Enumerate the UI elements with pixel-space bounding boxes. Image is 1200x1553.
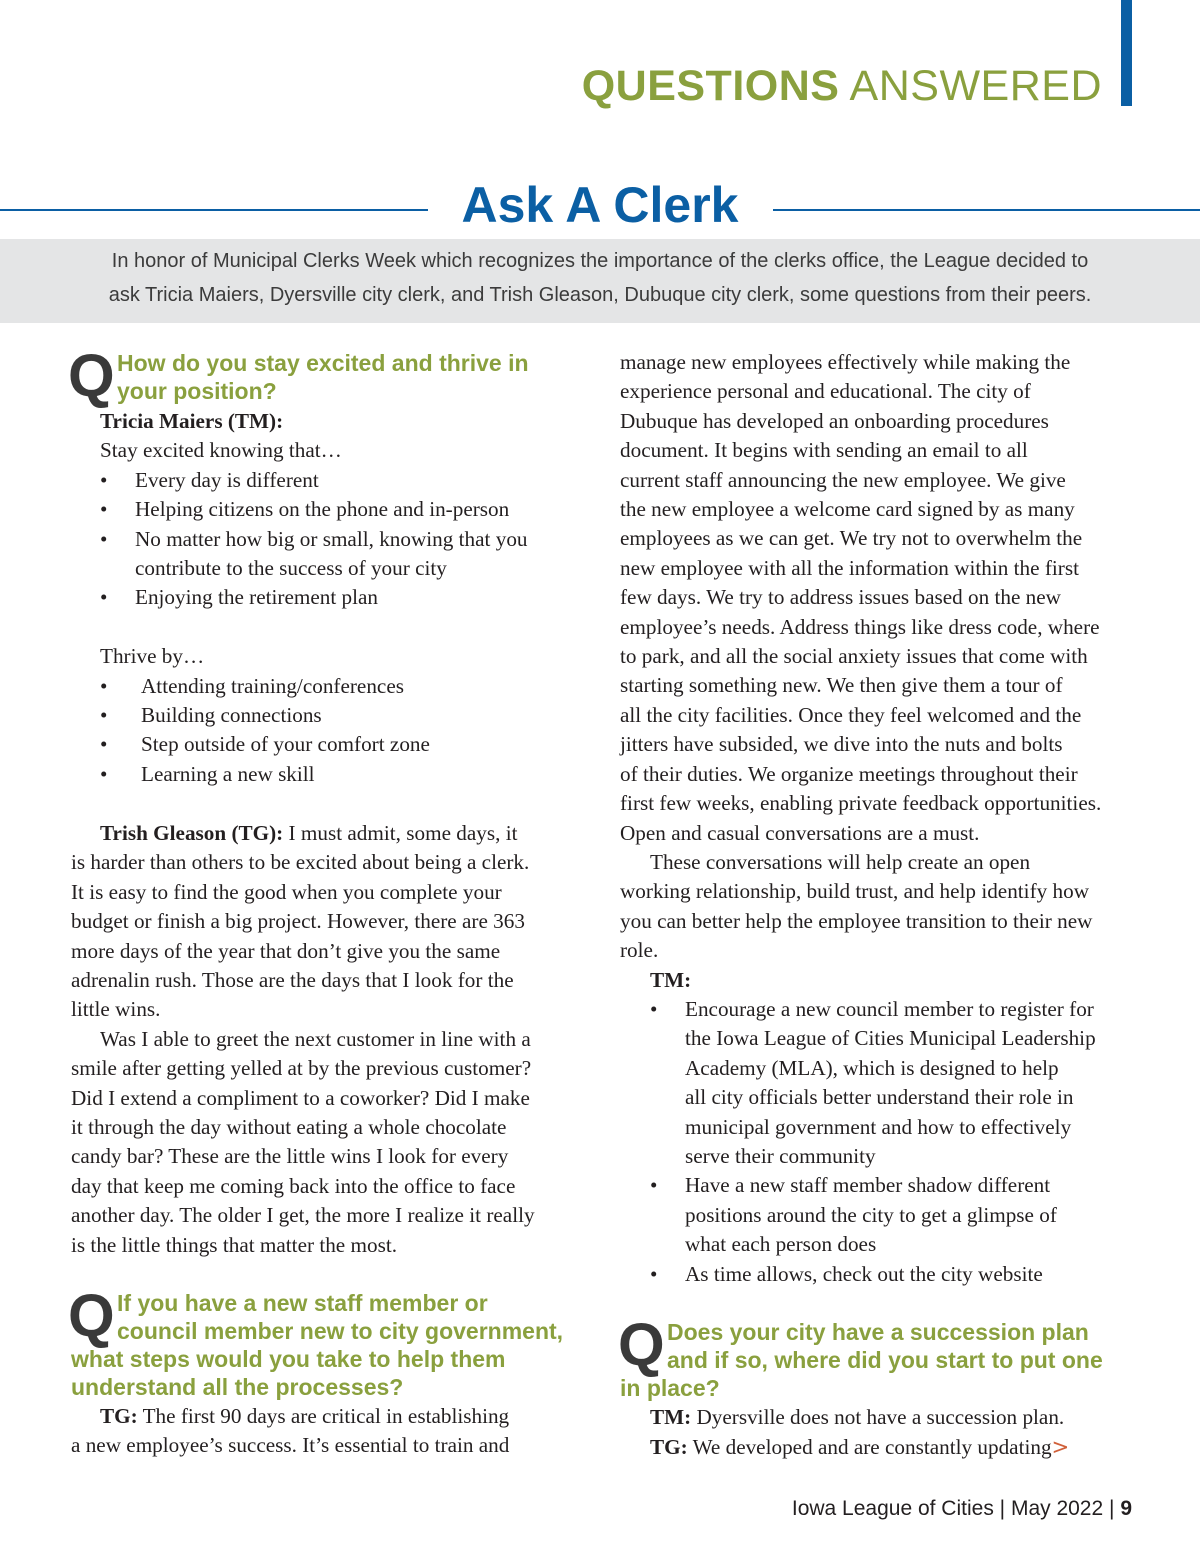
continue-arrow-icon: > (1051, 1434, 1070, 1460)
q1-question: How do you stay excited and thrive in your position? (117, 350, 529, 404)
q2-tg-answer-start: TG: The first 90 days are critical in establishing a new employee’s success. It’s essential to train and (71, 1404, 510, 1458)
q2-tg-answer-continued: manage new employees effectively while making the experience personal and educational. The city of Dubuque has developed an onboarding procedures document. It begins with sending an email to all current staff announcing the new employee. We give the new employee a welcome card signed by as many employees as we can get. We try not to overwhelm the new employee with all the information within the first few days. We try to address issues based on the new employee’s needs. Address things like dress code, where to park, and all the social anxiety issues that come with starting something new. We then give them a tour of all the city facilities. Once they feel welcomed and the jitters have subsided, we dive into the nuts and bolts of their duties. We organize meetings throughout their first few weeks, enabling private feedback opportunities. Open and casual conversations are a must. These conversations will help create an open working relationship, build trust, and help identify how you can better help the employee transition to their new role. TM: • Encourage a new council member to register for the Iowa League of Cities Municipal Leadership Academy (MLA), which is designed to help all city officials better understand their role in municipal government and how to effectively serve their community • Have a new staff member shadow different positions around the city to get a glimpse of what each person does • As time allows, check out the city website (620, 350, 1102, 1286)
article-title: Ask A Clerk (461, 177, 739, 233)
intro-text: In honor of Municipal Clerks Week which recognizes the importance of the clerks office, the League decided to ask Tricia Maiers, Dyersville city clerk, and Trish Gleason, Dubuque city clerk, some questions from their peers. (108, 250, 1092, 306)
page-footer: Iowa League of Cities | May 2022 | 9 (791, 1497, 1132, 1520)
q1-tm-answer: Tricia Maiers (TM): Stay excited knowing that… • Every day is different • Helping citizens on the phone and in-person • No matter how big or small, knowing that you contribute to the success of your city • Enjoying the retirement plan Thrive by… • Attending training/conferences • Building connections • Step outside of your comfort zone • Learning a new skill (100, 409, 528, 786)
q1-drop-cap: Q (68, 342, 115, 409)
q2-drop-cap: Q (68, 1282, 115, 1349)
q3-answers: TM: Dyersville does not have a succession plan. TG: We developed and are constantly updating> (650, 1405, 1070, 1460)
q1-tg-answer: Trish Gleason (TG): I must admit, some days, it is harder than others to be excited about being a clerk. It is easy to find the good when you complete your budget or finish a big project. However, there are 363 more days of the year that don’t give you the same adrenalin rush. Those are the days that I look for the little wins. Was I able to greet the next customer in line with a smile after getting yelled at by the previous customer? Did I extend a compliment to a coworker? Did I make it through the day without eating a whole chocolate candy bar? These are the little wins I look for every day that keep me coming back into the office to face another day. The older I get, the more I realize it really is the little things that matter the most. (71, 821, 535, 1257)
q2-question-top: If you have a new staff member or council member new to city government, (117, 1290, 564, 1344)
section-title: QUESTIONS ANSWERED (581, 62, 1102, 110)
q2-question-bottom: what steps would you take to help them understand all the processes? (71, 1346, 506, 1400)
accent-bar (1121, 0, 1132, 106)
q3-drop-cap: Q (618, 1311, 665, 1378)
q3-question-top: Does your city have a succession plan and if so, where did you start to put one (667, 1319, 1103, 1373)
q3-question-bottom: in place? (620, 1375, 720, 1401)
